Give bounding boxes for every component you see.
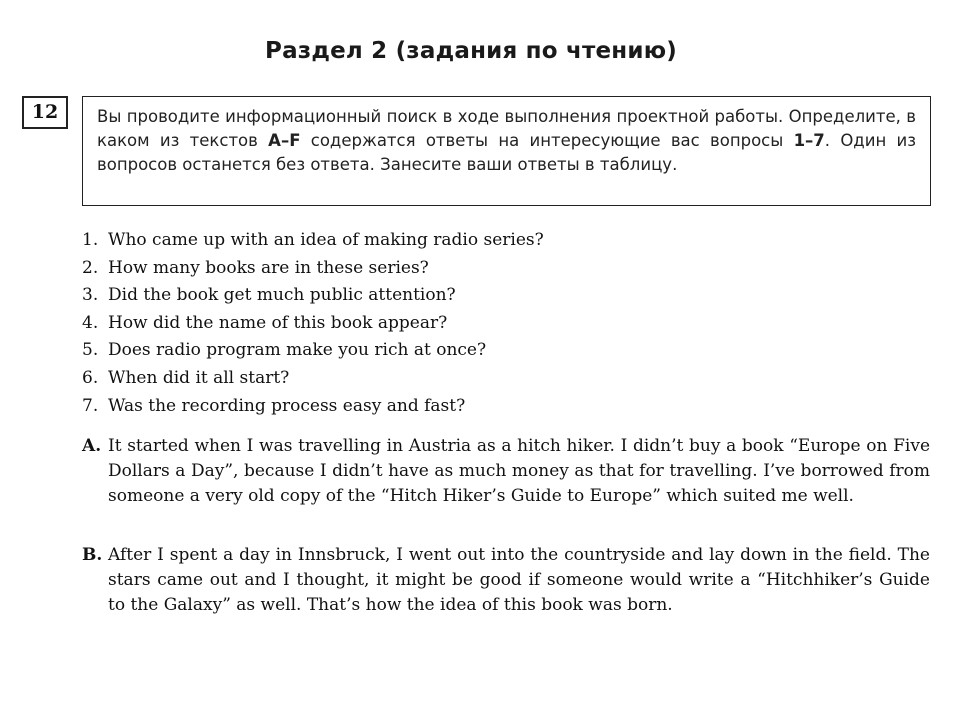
text-body-b: After I spent a day in Innsbruck, I went out into the countryside and lay down in the field. The stars came out and I thought, it might be good if someone would write a “Hitchhiker’s Guide to the Galaxy” as well. That’s how the idea of this book was born.: [108, 545, 930, 615]
question-number: 1.: [82, 230, 99, 250]
question-text: Did the book get much public attention?: [108, 285, 456, 306]
question-item: [82, 310, 932, 338]
task-instruction: [82, 96, 931, 206]
task-number-box: 12: [22, 96, 68, 129]
question-text: Was the recording process easy and fast?: [108, 395, 466, 416]
question-item: [82, 227, 932, 255]
instruction-number-range: 1–7: [793, 131, 825, 150]
question-number: 5.: [82, 340, 99, 361]
question-number: 3.: [82, 285, 99, 306]
section-title: Раздел 2 (задания по чтению): [265, 38, 677, 64]
question-item: [82, 393, 932, 421]
text-a: [82, 434, 930, 509]
text-b: [82, 543, 930, 618]
instruction-text-part3: . Один из вопросов останется без ответа. Занесите ваши ответы в таблицу.: [97, 131, 917, 174]
text-letter-a: A.: [82, 436, 102, 456]
question-text: Who came up with an idea of making radio series?: [108, 230, 544, 250]
question-text: When did it all start?: [108, 367, 290, 388]
question-number: 4.: [82, 312, 99, 333]
question-item: [82, 365, 932, 393]
instruction-text-part2: содержатся ответы на интересующие вас вопросы: [300, 131, 794, 150]
text-body-a: It started when I was travelling in Austria as a hitch hiker. I didn’t buy a book “Europe on Five Dollars a Day”, because I didn’t have as much money as that for travelling. I’ve borrowed from someone a very old copy of the “Hitch Hiker’s Guide to Europe” which suited me well.: [108, 436, 930, 506]
question-number: 2.: [82, 257, 99, 278]
question-text: How did the name of this book appear?: [108, 312, 448, 333]
question-number: 7.: [82, 395, 99, 416]
question-text: How many books are in these series?: [108, 257, 429, 278]
question-item: [82, 337, 932, 365]
question-text: Does radio program make you rich at once?: [108, 340, 487, 361]
question-number: 6.: [82, 367, 99, 388]
instruction-letter-range: A–F: [268, 131, 301, 150]
question-item: [82, 255, 932, 283]
question-item: [82, 282, 932, 310]
questions-list: [82, 227, 932, 420]
instruction-text-part1: Вы проводите информационный поиск в ходе выполнения проектной работы. Определите, в каком из текстов: [97, 107, 916, 150]
text-letter-b: B.: [82, 545, 103, 565]
